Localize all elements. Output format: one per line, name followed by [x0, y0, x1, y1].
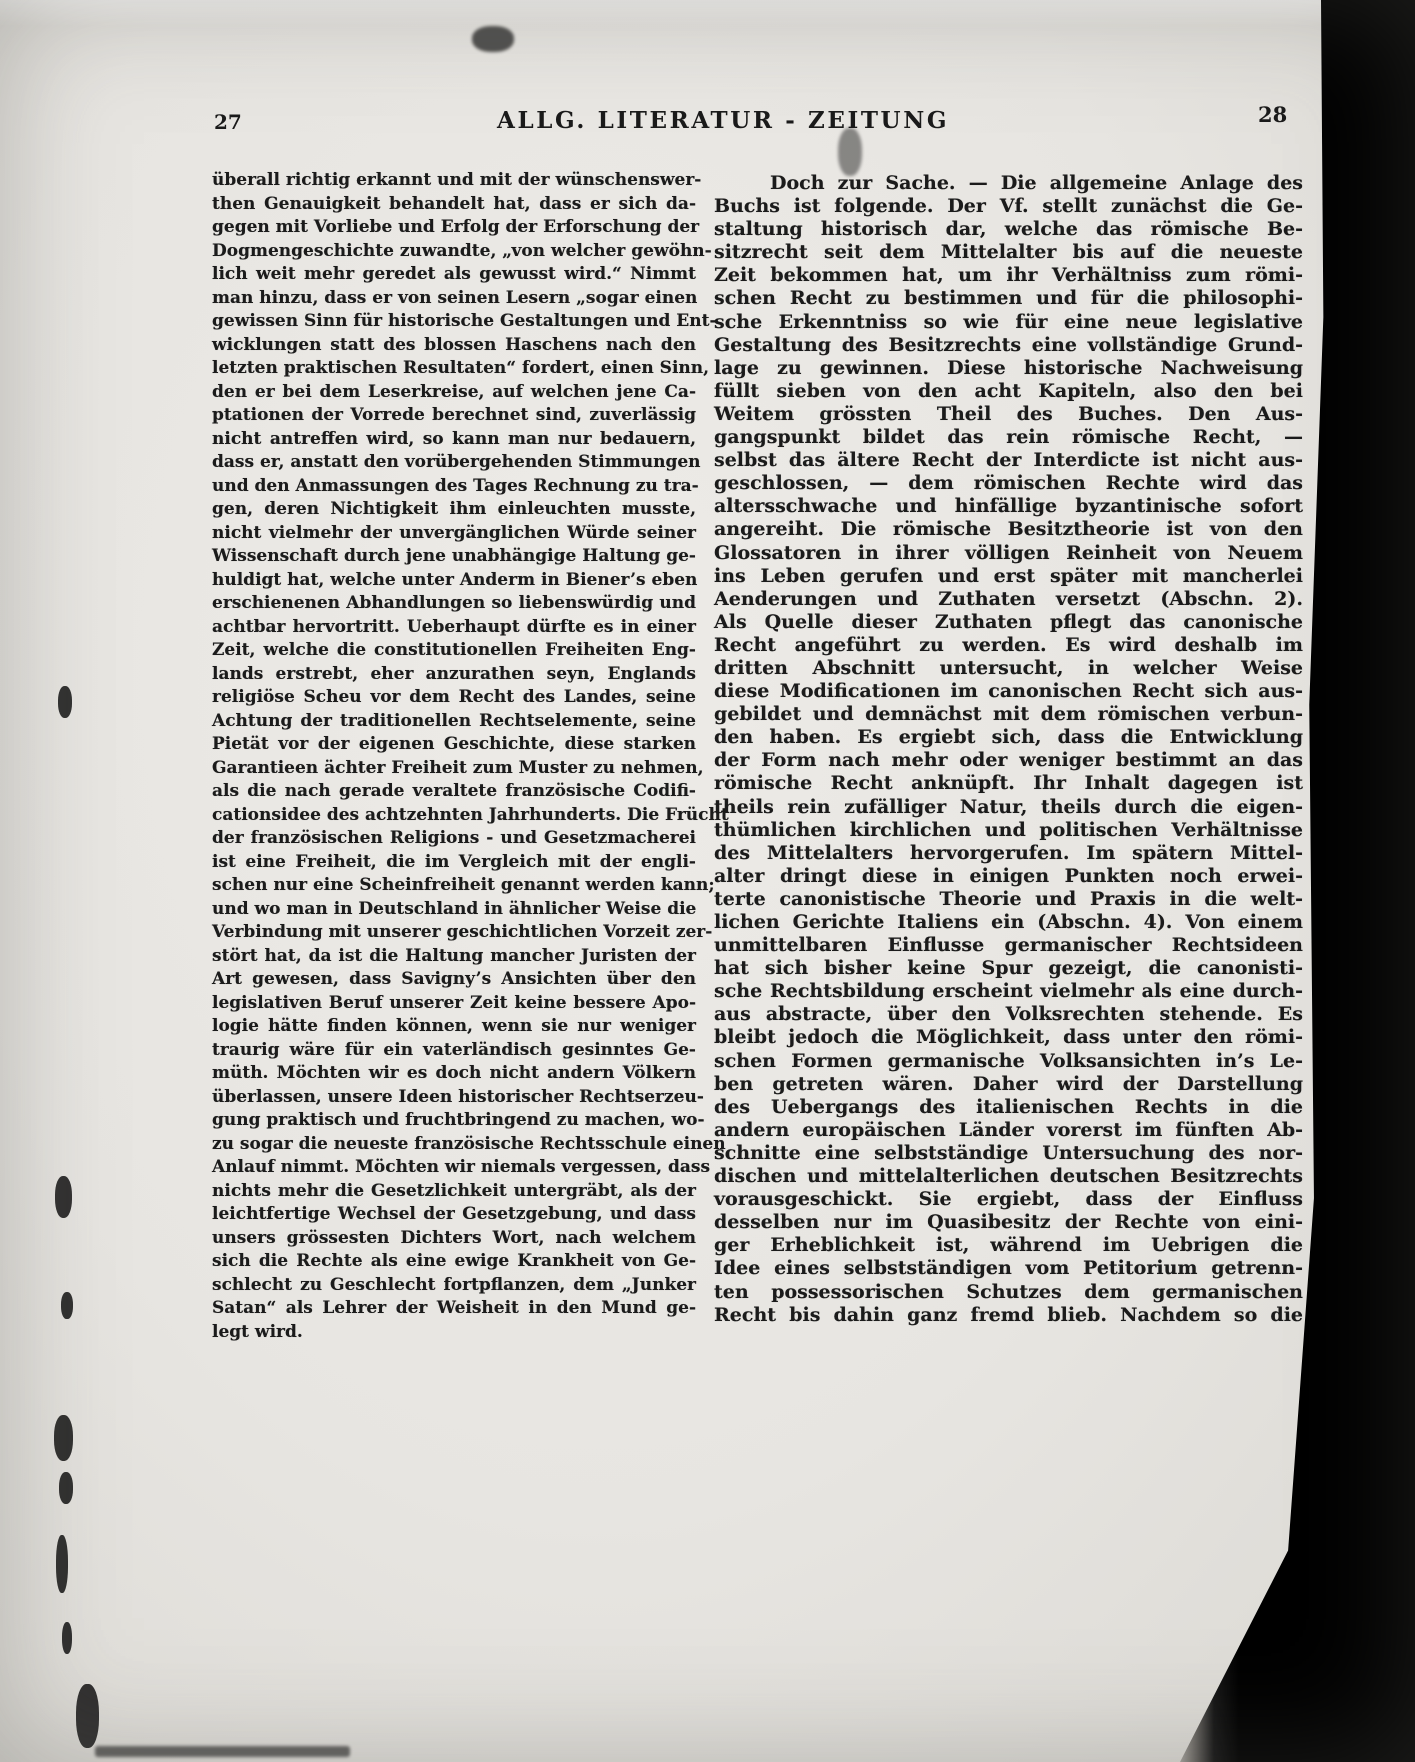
- text-line: dass er, anstatt den vorübergehenden Stimmungen: [212, 452, 701, 472]
- text-line: hat sich bisher keine Spur gezeigt, die canonisti-: [714, 957, 1303, 980]
- text-line: logie hätte finden können, wenn sie nur weniger: [212, 1016, 696, 1036]
- page-number-left: 27: [214, 110, 242, 134]
- text-line: lichen Gerichte Italiens ein (Abschn. 4). Von einem: [714, 911, 1303, 933]
- text-line: erschienenen Abhandlungen so liebenswürdig und: [212, 593, 696, 613]
- left-text-column: [212, 169, 729, 1344]
- text-line: dischen und mittelalterlichen deutschen Besitzrechts: [714, 1165, 1303, 1188]
- journal-masthead: ALLG. LITERATUR - ZEITUNG: [497, 107, 950, 134]
- text-line: aus abstracte, über den Volksrechten stehende. Es: [714, 1003, 1303, 1026]
- text-line: schnitte eine selbstständige Untersuchung des nor-: [714, 1141, 1303, 1164]
- scan-artifact: [95, 1746, 350, 1757]
- text-line: Garantieen ächter Freiheit zum Muster zu nehmen,: [212, 757, 704, 778]
- text-line: Weitem grössten Theil des Buches. Den Aus-: [714, 402, 1303, 425]
- text-line: stört hat, da ist die Haltung mancher Juristen der: [212, 945, 696, 966]
- scan-artifact: [472, 26, 514, 52]
- text-line: Doch zur Sache. — Die allgemeine Anlage des: [770, 172, 1303, 194]
- text-line: letzten praktischen Resultaten“ fordert, einen Sinn,: [212, 358, 710, 378]
- text-line: schen Recht zu bestimmen und für die philosophi-: [714, 287, 1303, 310]
- text-line: religiöse Scheu vor dem Recht des Landes, seine: [212, 687, 696, 707]
- scan-artifact: [58, 686, 72, 718]
- text-line: leichtfertige Wechsel der Gesetzgebung, und dass: [212, 1204, 696, 1224]
- scan-artifact: [56, 1535, 68, 1593]
- text-line: schen nur eine Scheinfreiheit genannt werden kann;: [212, 875, 715, 895]
- text-line: ist eine Freiheit, die im Vergleich mit der engli-: [212, 851, 696, 872]
- text-line: Als Quelle dieser Zuthaten pflegt das canonische: [714, 610, 1303, 633]
- scan-artifact: [838, 128, 862, 176]
- scan-artifact: [61, 1292, 73, 1319]
- text-line: Recht angeführt zu werden. Es wird deshalb im: [714, 633, 1303, 656]
- text-line: sitzrecht seit dem Mittelalter bis auf die neueste: [714, 241, 1303, 264]
- text-line: ben getreten wären. Daher wird der Darstellung: [714, 1072, 1303, 1095]
- text-line: gung praktisch und fruchtbringend zu machen, wo-: [212, 1110, 705, 1130]
- text-line: schlecht zu Geschlecht fortpflanzen, dem „Junker: [212, 1274, 696, 1295]
- text-line: ten possessorischen Schutzes dem germanischen: [714, 1280, 1303, 1303]
- text-line: vorausgeschickt. Sie ergiebt, dass der Einfluss: [714, 1188, 1303, 1211]
- text-line: bleibt jedoch die Möglichkeit, dass unter den römi-: [714, 1026, 1303, 1049]
- scan-artifact: [76, 1684, 99, 1748]
- text-line: altersschwache und hinfällige byzantinische sofort: [714, 495, 1303, 518]
- text-line: des Uebergangs des italienischen Rechts in die: [714, 1095, 1303, 1118]
- text-line: gegen mit Vorliebe und Erfolg der Erforschung der: [212, 217, 700, 237]
- text-line: Zeit, welche die constitutionellen Freiheiten Eng-: [212, 640, 696, 660]
- text-line: zu sogar die neueste französische Rechtsschule einen: [212, 1133, 726, 1154]
- text-line: legt wird.: [212, 1321, 303, 1342]
- text-line: Verbindung mit unserer geschichtlichen Vorzeit zer-: [212, 922, 713, 942]
- text-line: traurig wäre für ein vaterländisch gesinntes Ge-: [212, 1039, 696, 1060]
- text-line: ger Erheblichkeit ist, während im Uebrigen die: [714, 1234, 1303, 1257]
- text-line: dritten Abschnitt untersucht, in welcher Weise: [714, 656, 1303, 679]
- text-line: füllt sieben von den acht Kapiteln, also den bei: [714, 379, 1303, 402]
- text-line: selbst das ältere Recht der Interdicte ist nicht aus-: [714, 449, 1303, 472]
- text-line: unsers grössesten Dichters Wort, nach welchem: [212, 1227, 696, 1248]
- text-line: lands erstrebt, eher anzurathen seyn, Englands: [212, 663, 696, 684]
- text-line: Dogmengeschichte zuwandte, „von welcher gewöhn-: [212, 240, 712, 261]
- scan-artifact: [59, 1472, 73, 1504]
- page-number-right: 28: [1258, 102, 1288, 127]
- text-line: man hinzu, dass er von seinen Lesern „sogar einen: [212, 287, 698, 308]
- text-line: then Genauigkeit behandelt hat, dass er sich da-: [212, 193, 696, 214]
- text-line: sche Erkenntniss so wie für eine neue legislative: [714, 310, 1303, 333]
- text-line: römische Recht anknüpft. Ihr Inhalt dagegen ist: [714, 772, 1303, 795]
- text-line: legislativen Beruf unserer Zeit keine bessere Apo-: [212, 992, 696, 1013]
- text-line: nicht vielmehr der unvergänglichen Würde seiner: [212, 522, 696, 543]
- text-line: überlassen, unsere Ideen historischer Rechtserzeu-: [212, 1086, 704, 1107]
- text-line: Recht bis dahin ganz fremd blieb. Nachdem so die: [714, 1303, 1303, 1326]
- text-line: thümlichen kirchlichen und politischen Verhältnisse: [714, 818, 1303, 841]
- text-line: Gestaltung des Besitzrechts eine vollständige Grund-: [714, 333, 1303, 356]
- right-text-column: [714, 172, 1303, 1327]
- text-line: Zeit bekommen hat, um ihr Verhältniss zum römi-: [714, 264, 1303, 287]
- scan-top-edge: [0, 0, 1352, 26]
- text-line: diese Modificationen im canonischen Recht sich aus-: [714, 680, 1303, 703]
- text-line: achtbar hervortritt. Ueberhaupt dürfte es in einer: [212, 616, 696, 637]
- text-line: gebildet und demnächst mit dem römischen verbun-: [714, 703, 1303, 726]
- text-line: Buchs ist folgende. Der Vf. stellt zunächst die Ge-: [714, 195, 1303, 218]
- text-line: der Form nach mehr oder weniger bestimmt an das: [714, 749, 1303, 772]
- text-line: Idee eines selbstständigen vom Petitorium getrenn-: [714, 1257, 1303, 1280]
- text-line: ins Leben gerufen und erst später mit mancherlei: [714, 564, 1303, 587]
- text-line: gen, deren Nichtigkeit ihm einleuchten musste,: [212, 499, 696, 519]
- text-line: müth. Möchten wir es doch nicht andern Völkern: [212, 1063, 696, 1083]
- text-line: terte canonistische Theorie und Praxis in die welt-: [714, 887, 1303, 910]
- text-line: lage zu gewinnen. Diese historische Nachweisung: [714, 356, 1303, 379]
- text-line: huldigt hat, welche unter Anderm in Biener’s eben: [212, 569, 698, 590]
- text-line: Anlauf nimmt. Möchten wir niemals vergessen, dass: [212, 1157, 711, 1177]
- text-line: den haben. Es ergiebt sich, dass die Entwicklung: [714, 726, 1303, 749]
- text-line: theils rein zufälliger Natur, theils durch die eigen-: [714, 795, 1303, 818]
- text-line: Achtung der traditionellen Rechtselemente, seine: [212, 710, 696, 731]
- text-line: Wissenschaft durch jene unabhängige Haltung ge-: [212, 546, 696, 566]
- text-line: cationsidee des achtzehnten Jahrhunderts. Die Frücht: [212, 804, 729, 825]
- text-line: Pietät vor der eigenen Geschichte, diese starken: [212, 734, 696, 754]
- text-line: geschlossen, — dem römischen Rechte wird das: [714, 472, 1303, 495]
- text-line: und wo man in Deutschland in ähnlicher Weise die: [212, 898, 697, 919]
- text-line: unmittelbaren Einflusse germanischer Rechtsideen: [714, 934, 1303, 957]
- text-line: lich weit mehr geredet als gewusst wird.“ Nimmt: [212, 264, 696, 284]
- text-line: schen Formen germanische Volksansichten in’s Le-: [714, 1049, 1303, 1072]
- scan-artifact: [55, 1176, 72, 1218]
- text-line: den er bei dem Leserkreise, auf welchen jene Ca-: [212, 381, 696, 402]
- text-line: Glossatoren in ihrer völligen Reinheit von Neuem: [714, 541, 1303, 564]
- text-line: sche Rechtsbildung erscheint vielmehr als eine durch-: [714, 980, 1303, 1003]
- scan-artifact: [54, 1415, 73, 1461]
- scan-artifact: [62, 1622, 72, 1654]
- text-line: nicht antreffen wird, so kann man nur bedauern,: [212, 428, 696, 449]
- text-line: andern europäischen Länder vorerst im fünften Ab-: [714, 1118, 1303, 1141]
- text-line: Satan“ als Lehrer der Weisheit in den Mund ge-: [212, 1298, 696, 1318]
- text-line: nichts mehr die Gesetzlichkeit untergräbt, als der: [212, 1180, 696, 1201]
- text-line: als die nach gerade veraltete französische Codifi-: [212, 781, 696, 801]
- text-line: angereiht. Die römische Besitztheorie ist von den: [714, 518, 1303, 541]
- text-line: gangspunkt bildet das rein römische Recht, —: [714, 426, 1303, 449]
- text-line: und den Anmassungen des Tages Rechnung zu tra-: [212, 475, 699, 496]
- text-line: sich die Rechte als eine ewige Krankheit von Ge-: [212, 1251, 696, 1271]
- text-line: überall richtig erkannt und mit der wünschenswer-: [212, 170, 702, 190]
- text-line: desselben nur im Quasibesitz der Rechte von eini-: [714, 1211, 1303, 1234]
- text-line: des Mittelalters hervorgerufen. Im spätern Mittel-: [714, 841, 1303, 864]
- text-line: staltung historisch dar, welche das römische Be-: [714, 218, 1303, 241]
- text-line: Aenderungen und Zuthaten versetzt (Abschn. 2).: [714, 587, 1303, 610]
- text-line: alter dringt diese in einigen Punkten noch erwei-: [714, 864, 1303, 887]
- text-line: wicklungen statt des blossen Haschens nach den: [212, 334, 696, 355]
- text-line: gewissen Sinn für historische Gestaltungen und Ent-: [212, 311, 717, 331]
- text-line: ptationen der Vorrede berechnet sind, zuverlässig: [212, 405, 696, 425]
- text-line: der französischen Religions - und Gesetzmacherei: [212, 828, 696, 848]
- text-line: Art gewesen, dass Savigny’s Ansichten über den: [212, 969, 696, 989]
